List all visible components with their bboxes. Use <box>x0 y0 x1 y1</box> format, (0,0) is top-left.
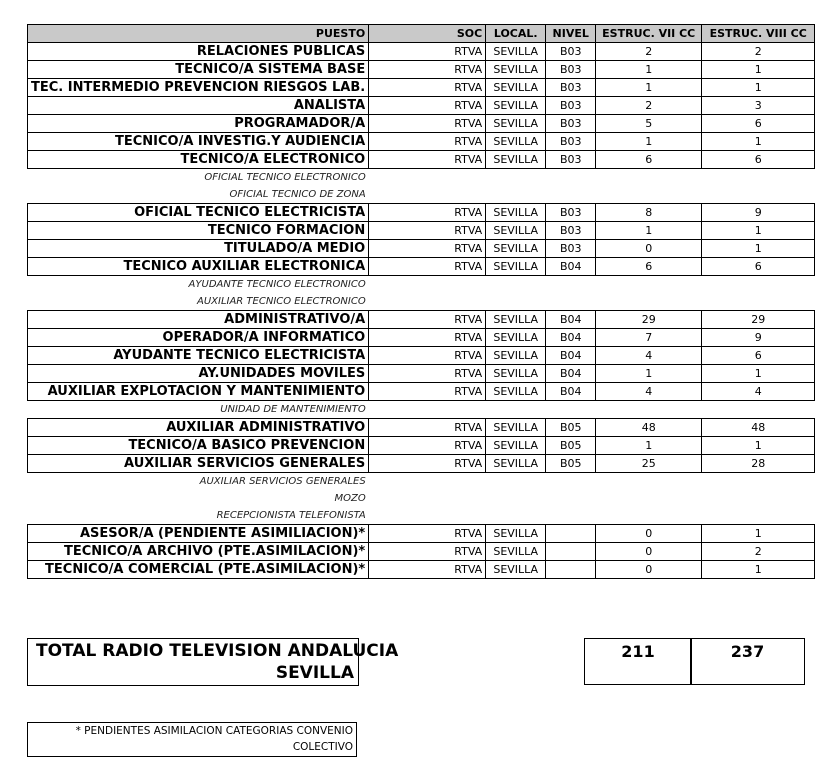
cell-puesto: TECNICO/A ARCHIVO (PTE.ASIMILACION)* <box>28 543 369 561</box>
cell-estruc-viii: 1 <box>702 222 815 240</box>
cell-estruc-viii <box>702 507 815 525</box>
staffing-table <box>27 24 815 579</box>
table-row <box>28 151 815 169</box>
cell-soc: RTVA <box>369 115 486 133</box>
footnote <box>27 722 357 757</box>
cell-puesto: AYUDANTE TECNICO ELECTRONICO <box>188 279 366 290</box>
cell-estruc-vii <box>596 186 702 204</box>
cell-local: SEVILLA <box>486 61 546 79</box>
cell-puesto: TECNICO/A COMERCIAL (PTE.ASIMILACION)* <box>28 561 369 579</box>
cell-soc: RTVA <box>369 347 486 365</box>
cell-estruc-vii: 7 <box>596 329 702 347</box>
cell-estruc-viii: 1 <box>702 437 815 455</box>
cell-soc <box>369 169 486 187</box>
cell-nivel: B04 <box>546 329 596 347</box>
cell-estruc-viii: 1 <box>702 133 815 151</box>
cell-estruc-viii: 1 <box>702 240 815 258</box>
cell-soc <box>369 186 486 204</box>
cell-soc: RTVA <box>369 133 486 151</box>
cell-local: SEVILLA <box>486 240 546 258</box>
cell-nivel: B03 <box>546 61 596 79</box>
table-row <box>28 437 815 455</box>
cell-nivel <box>546 543 596 561</box>
cell-soc: RTVA <box>369 79 486 97</box>
cell-estruc-viii: 3 <box>702 97 815 115</box>
cell-soc: RTVA <box>369 437 486 455</box>
cell-nivel <box>546 525 596 543</box>
cell-local: SEVILLA <box>486 365 546 383</box>
cell-puesto: AUXILIAR SERVICIOS GENERALES <box>28 455 369 473</box>
cell-local <box>486 490 546 507</box>
cell-nivel <box>546 490 596 507</box>
cell-estruc-vii: 4 <box>596 383 702 401</box>
total-label <box>27 638 399 686</box>
cell-nivel: B03 <box>546 115 596 133</box>
cell-soc: RTVA <box>369 61 486 79</box>
cell-estruc-vii: 6 <box>596 258 702 276</box>
cell-estruc-viii: 9 <box>702 329 815 347</box>
cell-puesto: RECEPCIONISTA TELEFONISTA <box>216 510 366 521</box>
cell-nivel: B03 <box>546 79 596 97</box>
cell-estruc-viii <box>702 276 815 294</box>
table-row <box>28 525 815 543</box>
cell-puesto: AUXILIAR ADMINISTRATIVO <box>28 419 369 437</box>
cell-estruc-vii <box>596 276 702 294</box>
cell-local <box>486 169 546 187</box>
cell-estruc-viii: 1 <box>702 61 815 79</box>
table-subrow <box>28 276 815 294</box>
table-row <box>28 61 815 79</box>
cell-local: SEVILLA <box>486 347 546 365</box>
table-row <box>28 543 815 561</box>
cell-puesto: ADMINISTRATIVO/A <box>28 311 369 329</box>
cell-nivel: B04 <box>546 311 596 329</box>
footnote-line1: * PENDIENTES ASIMILACION CATEGORIAS CONVENIO <box>75 725 353 737</box>
cell-estruc-vii: 0 <box>596 525 702 543</box>
cell-estruc-viii: 2 <box>702 43 815 61</box>
cell-estruc-vii: 48 <box>596 419 702 437</box>
cell-soc: RTVA <box>369 455 486 473</box>
cell-puesto: AUXILIAR TECNICO ELECTRONICO <box>196 296 366 307</box>
cell-estruc-vii: 1 <box>596 365 702 383</box>
cell-estruc-vii <box>596 293 702 311</box>
cell-puesto: ANALISTA <box>28 97 369 115</box>
header-estruc-viii: ESTRUC. VIII CC <box>702 25 815 43</box>
header-soc: SOC <box>369 25 486 43</box>
total-estruc-vii: 211 <box>584 638 692 685</box>
cell-puesto: TITULADO/A MEDIO <box>28 240 369 258</box>
table-row <box>28 97 815 115</box>
cell-puesto: RELACIONES PUBLICAS <box>28 43 369 61</box>
cell-estruc-viii: 1 <box>702 525 815 543</box>
table-subrow <box>28 293 815 311</box>
cell-puesto: AYUDANTE TECNICO ELECTRICISTA <box>28 347 369 365</box>
cell-estruc-vii: 1 <box>596 79 702 97</box>
cell-puesto: TEC. INTERMEDIO PREVENCION RIESGOS LAB. <box>28 79 369 97</box>
cell-local: SEVILLA <box>486 204 546 222</box>
table-subrow <box>28 473 815 491</box>
cell-local: SEVILLA <box>486 437 546 455</box>
cell-puesto: TECNICO FORMACION <box>28 222 369 240</box>
cell-estruc-vii: 4 <box>596 347 702 365</box>
table-subrow <box>28 401 815 419</box>
cell-estruc-vii: 25 <box>596 455 702 473</box>
cell-estruc-vii: 2 <box>596 43 702 61</box>
cell-puesto: TECNICO/A ELECTRONICO <box>28 151 369 169</box>
cell-puesto: OFICIAL TECNICO DE ZONA <box>229 189 366 200</box>
table-row <box>28 240 815 258</box>
cell-nivel: B03 <box>546 204 596 222</box>
cell-estruc-viii <box>702 186 815 204</box>
cell-local: SEVILLA <box>486 543 546 561</box>
cell-local: SEVILLA <box>486 258 546 276</box>
table-row <box>28 365 815 383</box>
table-row <box>28 311 815 329</box>
cell-soc <box>369 276 486 294</box>
table-row <box>28 258 815 276</box>
cell-nivel <box>546 276 596 294</box>
cell-soc: RTVA <box>369 97 486 115</box>
cell-estruc-vii: 1 <box>596 437 702 455</box>
cell-estruc-vii: 1 <box>596 133 702 151</box>
cell-estruc-vii: 6 <box>596 151 702 169</box>
cell-estruc-vii: 29 <box>596 311 702 329</box>
cell-local: SEVILLA <box>486 329 546 347</box>
cell-nivel: B04 <box>546 383 596 401</box>
cell-puesto: OFICIAL TECNICO ELECTRONICO <box>204 172 366 183</box>
cell-estruc-vii: 0 <box>596 561 702 579</box>
cell-nivel <box>546 401 596 419</box>
cell-estruc-vii: 1 <box>596 222 702 240</box>
cell-nivel <box>546 186 596 204</box>
cell-nivel: B03 <box>546 43 596 61</box>
cell-puesto: AY.UNIDADES MOVILES <box>28 365 369 383</box>
cell-soc: RTVA <box>369 258 486 276</box>
cell-estruc-vii <box>596 507 702 525</box>
cell-nivel: B03 <box>546 222 596 240</box>
cell-estruc-vii <box>596 169 702 187</box>
table-row <box>28 347 815 365</box>
cell-local: SEVILLA <box>486 419 546 437</box>
cell-nivel <box>546 561 596 579</box>
cell-nivel: B04 <box>546 365 596 383</box>
cell-soc: RTVA <box>369 222 486 240</box>
cell-puesto: UNIDAD DE MANTENIMIENTO <box>220 404 366 415</box>
cell-estruc-viii: 6 <box>702 151 815 169</box>
cell-soc: RTVA <box>369 311 486 329</box>
cell-puesto: AUXILIAR SERVICIOS GENERALES <box>199 476 366 487</box>
table-row <box>28 204 815 222</box>
cell-puesto: OPERADOR/A INFORMATICO <box>28 329 369 347</box>
cell-local: SEVILLA <box>486 222 546 240</box>
cell-local: SEVILLA <box>486 97 546 115</box>
cell-soc <box>369 401 486 419</box>
cell-nivel: B04 <box>546 347 596 365</box>
cell-soc: RTVA <box>369 329 486 347</box>
table-row <box>28 455 815 473</box>
cell-soc: RTVA <box>369 525 486 543</box>
cell-puesto: ASESOR/A (PENDIENTE ASIMILIACION)* <box>28 525 369 543</box>
cell-soc: RTVA <box>369 240 486 258</box>
cell-estruc-vii: 1 <box>596 61 702 79</box>
cell-local <box>486 507 546 525</box>
cell-nivel: B05 <box>546 419 596 437</box>
cell-nivel <box>546 473 596 491</box>
cell-puesto: PROGRAMADOR/A <box>28 115 369 133</box>
cell-soc: RTVA <box>369 151 486 169</box>
cell-estruc-vii: 0 <box>596 240 702 258</box>
table-row <box>28 115 815 133</box>
cell-local: SEVILLA <box>486 525 546 543</box>
table-row <box>28 561 815 579</box>
cell-estruc-viii <box>702 293 815 311</box>
cell-nivel: B05 <box>546 455 596 473</box>
cell-local: SEVILLA <box>486 79 546 97</box>
cell-local <box>486 186 546 204</box>
cell-soc: RTVA <box>369 543 486 561</box>
cell-local <box>486 473 546 491</box>
total-label-line1: TOTAL RADIO TELEVISION ANDALUCIA <box>36 641 399 661</box>
cell-nivel: B03 <box>546 240 596 258</box>
table-row <box>28 383 815 401</box>
cell-soc <box>369 507 486 525</box>
cell-estruc-viii <box>702 490 815 507</box>
cell-nivel: B05 <box>546 437 596 455</box>
total-label-line2: SEVILLA <box>275 663 354 683</box>
cell-estruc-viii: 1 <box>702 561 815 579</box>
cell-estruc-viii: 9 <box>702 204 815 222</box>
table-subrow <box>28 186 815 204</box>
cell-estruc-viii <box>702 169 815 187</box>
cell-local: SEVILLA <box>486 561 546 579</box>
cell-estruc-viii <box>702 401 815 419</box>
cell-nivel: B04 <box>546 258 596 276</box>
cell-puesto: TECNICO/A SISTEMA BASE <box>28 61 369 79</box>
header-nivel: NIVEL <box>546 25 596 43</box>
cell-estruc-viii: 4 <box>702 383 815 401</box>
table-row <box>28 79 815 97</box>
table-body <box>28 43 815 579</box>
cell-estruc-vii: 5 <box>596 115 702 133</box>
cell-estruc-viii: 6 <box>702 115 815 133</box>
cell-soc: RTVA <box>369 365 486 383</box>
cell-local: SEVILLA <box>486 311 546 329</box>
cell-estruc-vii <box>596 473 702 491</box>
cell-nivel: B03 <box>546 133 596 151</box>
cell-puesto: TECNICO/A BASICO PREVENCION <box>28 437 369 455</box>
cell-estruc-viii: 1 <box>702 365 815 383</box>
cell-nivel <box>546 507 596 525</box>
cell-estruc-viii: 2 <box>702 543 815 561</box>
table-row <box>28 222 815 240</box>
cell-estruc-vii: 2 <box>596 97 702 115</box>
table-subrow <box>28 169 815 187</box>
cell-estruc-viii: 48 <box>702 419 815 437</box>
header-puesto: PUESTO <box>28 25 369 43</box>
cell-local: SEVILLA <box>486 115 546 133</box>
cell-estruc-viii: 1 <box>702 79 815 97</box>
cell-local: SEVILLA <box>486 383 546 401</box>
cell-estruc-vii: 0 <box>596 543 702 561</box>
cell-estruc-viii: 28 <box>702 455 815 473</box>
table-row <box>28 329 815 347</box>
cell-soc <box>369 490 486 507</box>
cell-nivel <box>546 293 596 311</box>
table-row <box>28 419 815 437</box>
cell-soc <box>369 293 486 311</box>
cell-soc: RTVA <box>369 204 486 222</box>
cell-puesto: AUXILIAR EXPLOTACION Y MANTENIMIENTO <box>28 383 369 401</box>
cell-estruc-viii <box>702 473 815 491</box>
cell-estruc-vii <box>596 401 702 419</box>
cell-puesto: MOZO <box>334 493 366 504</box>
total-estruc-viii: 237 <box>690 638 805 685</box>
cell-soc: RTVA <box>369 43 486 61</box>
header-estruc-vii: ESTRUC. VII CC <box>596 25 702 43</box>
cell-estruc-vii: 8 <box>596 204 702 222</box>
cell-puesto: TECNICO/A INVESTIG.Y AUDIENCIA <box>28 133 369 151</box>
cell-local <box>486 293 546 311</box>
cell-estruc-vii <box>596 490 702 507</box>
cell-soc: RTVA <box>369 383 486 401</box>
cell-puesto: TECNICO AUXILIAR ELECTRONICA <box>28 258 369 276</box>
table-subrow <box>28 507 815 525</box>
cell-local <box>486 276 546 294</box>
cell-estruc-viii: 6 <box>702 347 815 365</box>
cell-nivel: B03 <box>546 151 596 169</box>
cell-estruc-viii: 6 <box>702 258 815 276</box>
cell-soc <box>369 473 486 491</box>
cell-local: SEVILLA <box>486 43 546 61</box>
table-row <box>28 43 815 61</box>
header-row <box>28 25 815 43</box>
cell-soc: RTVA <box>369 419 486 437</box>
cell-nivel <box>546 169 596 187</box>
cell-local: SEVILLA <box>486 133 546 151</box>
header-local: LOCAL. <box>486 25 546 43</box>
table-subrow <box>28 490 815 507</box>
cell-local: SEVILLA <box>486 455 546 473</box>
table-row <box>28 133 815 151</box>
cell-local <box>486 401 546 419</box>
cell-soc: RTVA <box>369 561 486 579</box>
footnote-line2: COLECTIVO <box>292 741 353 753</box>
cell-local: SEVILLA <box>486 151 546 169</box>
cell-puesto: OFICIAL TECNICO ELECTRICISTA <box>28 204 369 222</box>
cell-nivel: B03 <box>546 97 596 115</box>
cell-estruc-viii: 29 <box>702 311 815 329</box>
